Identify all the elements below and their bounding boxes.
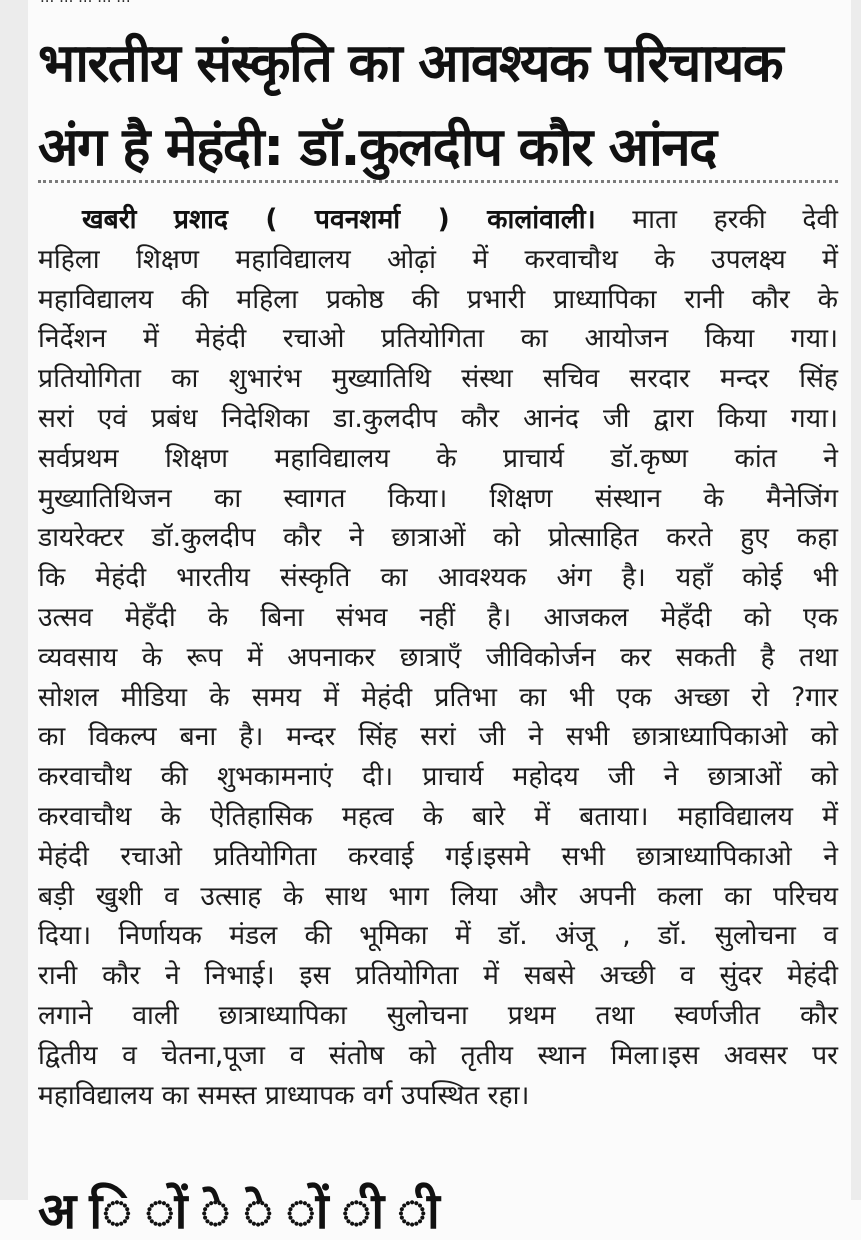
article-line: बड़ी खुशी व उत्साह के साथ भाग लिया और अपनी कला का परिचय bbox=[38, 880, 838, 912]
article-line: महाविद्यालय का समस्त प्राध्यापक वर्ग उपस्थित रहा। bbox=[38, 1079, 530, 1111]
cut-off-next-headline bbox=[38, 1182, 838, 1240]
article-body bbox=[38, 200, 838, 1115]
article-line: प्रतियोगिता का शुभारंभ मुख्यातिथि संस्था सचिव सरदार मन्दर सिंह bbox=[38, 363, 838, 395]
article-line: महाविद्यालय की महिला प्रकोष्ठ की प्रभारी प्राध्यापिका रानी कौर के bbox=[38, 283, 838, 315]
article-line: सरां एवं प्रबंध निदेशिका डा.कुलदीप कौर आनंद जी द्वारा किया गया। bbox=[38, 402, 838, 434]
article-line: मेहंदी रचाओ प्रतियोगिता करवाई गई।इसमे सभी छात्राध्यापिकाओ ने bbox=[38, 840, 838, 872]
article-line: दिया। निर्णायक मंडल की भूमिका में डॉ. अंजू , डॉ. सुलोचना व bbox=[38, 920, 838, 952]
article-line: निर्देशन में मेहंदी रचाओ प्रतियोगिता का आयोजन किया गया। bbox=[38, 323, 838, 355]
right-margin bbox=[851, 0, 861, 1200]
article-line: द्वितीय व चेतना,पूजा व संतोष को तृतीय स्थान मिला।इस अवसर पर bbox=[38, 1039, 838, 1071]
article-line: सर्वप्रथम शिक्षण महाविद्यालय के प्राचार्य डॉ.कृष्ण कांत ने bbox=[38, 442, 838, 474]
left-margin bbox=[0, 0, 28, 1200]
article-line: उत्सव मेहँदी के बिना संभव नहीं है। आजकल मेहँदी को एक bbox=[38, 601, 838, 633]
headline-line-1: भारतीय संस्कृति का आवश्यक परिचायक bbox=[38, 33, 783, 94]
headline bbox=[38, 22, 838, 190]
article-line: रानी कौर ने निभाई। इस प्रतियोगिता में सबसे अच्छी व सुंदर मेहंदी bbox=[38, 960, 838, 992]
article-line: कि मेहंदी भारतीय संस्कृति का आवश्यक अंग है। यहाँ कोई भी bbox=[38, 562, 838, 594]
cut-off-top-text bbox=[40, 0, 420, 8]
article-line: डायरेक्टर डॉ.कुलदीप कौर ने छात्राओं को प्रोत्साहित करते हुए कहा bbox=[38, 522, 838, 554]
article-line-text: माता हरकी देवी bbox=[595, 204, 839, 235]
article-line: करवाचौथ की शुभकामनाएं दी। प्राचार्य महोदय जी ने छात्राओं को bbox=[38, 761, 838, 793]
article-line: लगाने वाली छात्राध्यापिका सुलोचना प्रथम तथा स्वर्णजीत कौर bbox=[38, 999, 838, 1031]
dotted-divider bbox=[38, 180, 838, 183]
article-line: महिला शिक्षण महाविद्यालय ओढ़ां में करवाचौथ के उपलक्ष्य में bbox=[38, 243, 838, 275]
article-line: का विकल्प बना है। मन्दर सिंह सरां जी ने सभी छात्राध्यापिकाओ को bbox=[38, 721, 838, 753]
byline: खबरी प्रशाद ( पवनशर्मा ) कालांवाली। bbox=[82, 204, 596, 235]
article-line bbox=[38, 200, 838, 240]
article-line: व्यवसाय के रूप में अपनाकर छात्राएँ जीविकोर्जन कर सकती है तथा bbox=[38, 641, 838, 673]
article-line: करवाचौथ के ऐतिहासिक महत्व के बारे में बताया। महाविद्यालय में bbox=[38, 800, 838, 832]
headline-line-2: अंग है मेहंदी: डॉ.कुलदीप कौर आंनद bbox=[38, 117, 716, 178]
cut-off-next-headline-text: अ ि ों े े ों ी ी bbox=[38, 1182, 440, 1240]
article-line: मुख्यातिथिजन का स्वागत किया। शिक्षण संस्थान के मैनेजिंग bbox=[38, 482, 838, 514]
article-line: सोशल मीडिया के समय में मेहंदी प्रतिभा का भी एक अच्छा रो ?गार bbox=[38, 681, 838, 713]
